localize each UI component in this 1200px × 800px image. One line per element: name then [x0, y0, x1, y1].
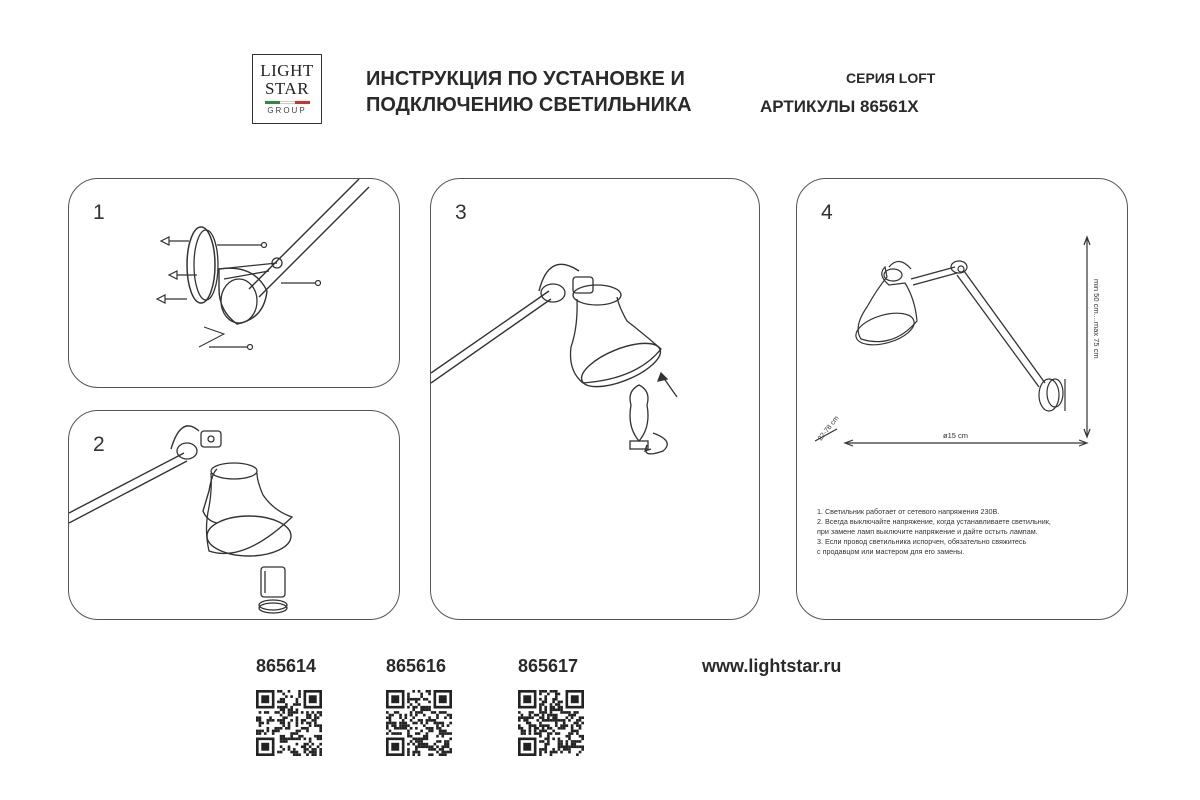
logo-text-light: LIGHT: [260, 61, 314, 80]
logo-text-group: GROUP: [267, 106, 307, 115]
product-code-3: 865617: [518, 656, 579, 676]
note-line-2: 2. Всегда выключайте напряжение, когда устанавливаете светильник,: [817, 517, 1051, 526]
website-link[interactable]: www.lightstar.ru: [702, 656, 842, 676]
lightstar-logo: [252, 54, 322, 124]
qr-code-3[interactable]: [518, 690, 584, 756]
qr-code-2[interactable]: [386, 690, 452, 756]
note-line-1: 1. Светильник работает от сетевого напряжения 230В.: [817, 507, 1000, 516]
step-1-number: 1: [93, 201, 105, 224]
base-diameter-label: ø15 cm: [943, 431, 969, 440]
lamp-insertion-illustration: [431, 179, 760, 620]
product-code-2: 865616: [386, 656, 447, 676]
articles-label: АРТИКУЛЫ 86561X: [760, 97, 919, 116]
step-3-panel: [430, 178, 760, 620]
step-2-panel: [68, 410, 400, 620]
title-line-2: ПОДКЛЮЧЕНИЮ СВЕТИЛЬНИКА: [366, 94, 692, 116]
step-2-number: 2: [93, 433, 105, 456]
step-3-number: 3: [455, 201, 467, 224]
step-4-number: 4: [821, 201, 833, 224]
note-line-5: с продавцом или мастером для его замены.: [817, 547, 965, 556]
step-4-panel: [796, 178, 1128, 620]
logo-text-star: STAR: [264, 79, 310, 98]
note-line-3: при замене ламп выключите напряжение и дайте остыть лампам.: [817, 527, 1038, 536]
safety-notes: [817, 507, 1122, 557]
title-line-1: ИНСТРУКЦИЯ ПО УСТАНОВКЕ И: [366, 68, 685, 90]
wall-mount-illustration: [69, 179, 400, 388]
depth-range-label: 22-78 cm: [817, 414, 841, 443]
document-title: [366, 66, 692, 118]
height-range-label: min 50 cm....max 75 cm: [1092, 279, 1101, 359]
qr-code-1[interactable]: [256, 690, 322, 756]
product-code-1: 865614: [256, 656, 317, 676]
italian-flag-stripe: [265, 101, 310, 104]
series-label: СЕРИЯ LOFT: [846, 70, 936, 86]
shade-attach-illustration: [69, 411, 400, 620]
note-line-4: 3. Если провод светильника испорчен, обязательно свяжитесь: [817, 537, 1027, 546]
step-1-panel: [68, 178, 400, 388]
